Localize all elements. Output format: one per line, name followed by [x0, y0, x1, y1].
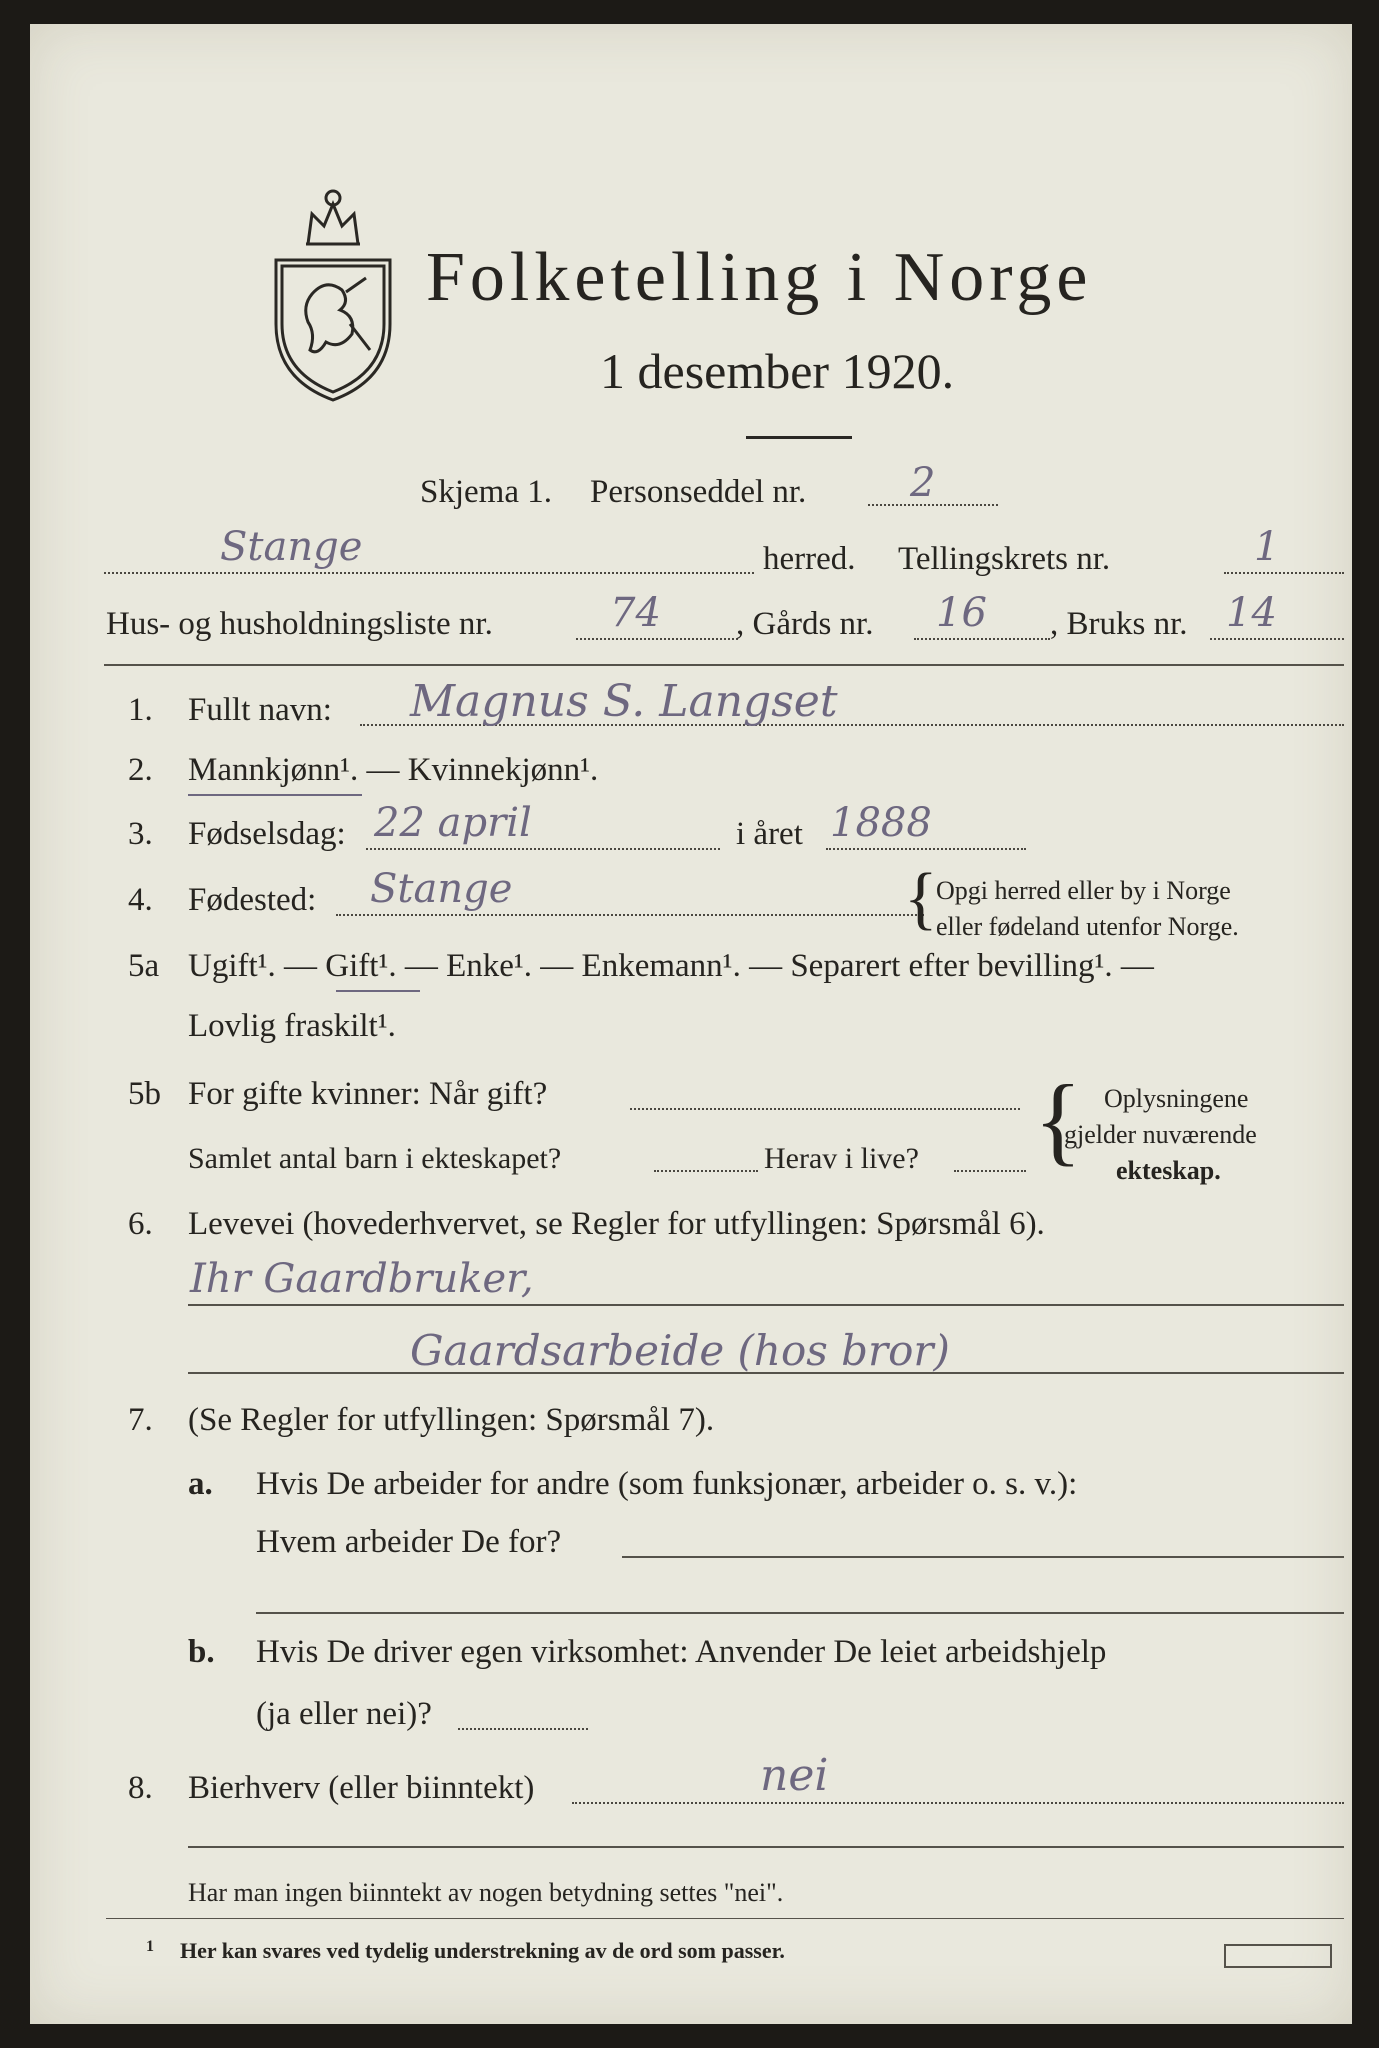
q4-brace: {	[904, 860, 938, 937]
q2-label: Mannkjønn¹. — Kvinnekjønn¹.	[188, 752, 599, 788]
q5b-note-line1: Oplysningene	[1104, 1084, 1249, 1113]
q4-label: Fødested:	[188, 882, 317, 918]
bruks-line	[1210, 638, 1344, 640]
q7b-label2: (ja eller nei)?	[256, 1696, 432, 1732]
q3-year-label: i året	[736, 816, 803, 852]
q3-year-value: 1888	[830, 800, 932, 846]
herred-line	[104, 572, 754, 574]
q8-number: 8.	[128, 1770, 153, 1806]
q5a-line2: Lovlig fraskilt¹.	[188, 1008, 396, 1044]
census-date: 1 desember 1920.	[600, 343, 955, 399]
coat-of-arms-icon	[266, 174, 400, 404]
q3-number: 3.	[128, 816, 153, 852]
q4-note-line1: Opgi herred eller by i Norge	[936, 876, 1231, 905]
q7a-label: Hvis De arbeider for andre (som funksjonær, arbeider o. s. v.):	[256, 1466, 1078, 1502]
q8-line	[572, 1802, 1344, 1804]
q1-label: Fullt navn:	[188, 692, 332, 728]
footer-note: Har man ingen biinntekt av nogen betydning settes "nei".	[188, 1878, 784, 1907]
bruks-value: 14	[1226, 590, 1277, 636]
q7a-line1	[622, 1556, 1344, 1558]
q6-line2	[188, 1372, 1344, 1374]
q4-note-line2: eller fødeland utenfor Norge.	[936, 912, 1239, 941]
bruks-label: , Bruks nr.	[1050, 606, 1188, 642]
page-title: Folketelling i Norge	[426, 239, 1093, 316]
personseddel-label: Personseddel nr.	[590, 474, 807, 510]
herred-label: herred.	[763, 541, 856, 577]
q7b-number: b.	[188, 1634, 215, 1670]
q5b-married-line	[630, 1108, 1020, 1110]
q8-value: nei	[760, 1750, 829, 1801]
gards-line	[914, 638, 1050, 640]
q3-value: 22 april	[374, 800, 532, 846]
gards-label: , Gårds nr.	[736, 606, 874, 642]
q8-label: Bierhverv (eller biinntekt)	[188, 1770, 535, 1806]
q5b-note-line2: gjelder nuværende	[1064, 1120, 1257, 1149]
q3-label: Fødselsdag:	[188, 816, 346, 852]
q7a-line2	[256, 1612, 1344, 1614]
q1-value: Magnus S. Langset	[410, 676, 838, 727]
q5b-label1: For gifte kvinner: Når gift?	[188, 1076, 548, 1112]
q5a-line1: Ugift¹. — Gift¹. — Enke¹. — Enkemann¹. — Separert efter bevilling¹. —	[188, 948, 1154, 984]
q7a-label2: Hvem arbeider De for?	[256, 1524, 562, 1560]
q5b-alive-line	[954, 1170, 1026, 1172]
q1-number: 1.	[128, 692, 153, 728]
q4-value: Stange	[370, 866, 513, 912]
q5a-number: 5a	[128, 948, 160, 984]
footnote: Her kan svares ved tydelig understrekning av de ord som passer.	[180, 1938, 785, 1963]
q8-line2	[188, 1846, 1344, 1848]
q4-line	[336, 914, 924, 916]
herred-value: Stange	[220, 524, 363, 570]
footer-divider	[106, 1918, 1344, 1919]
q7b-label: Hvis De driver egen virksomhet: Anvender De leiet arbeidshjelp	[256, 1634, 1107, 1670]
footnote-mark: 1	[146, 1938, 154, 1955]
q6-value-line2: Gaardsarbeide (hos bror)	[410, 1326, 950, 1375]
divider	[746, 436, 852, 439]
hus-line	[576, 638, 738, 640]
census-form-page	[30, 24, 1352, 2024]
q7b-line	[458, 1728, 588, 1730]
q5b-children-line	[654, 1170, 758, 1172]
q7-number: 7.	[128, 1402, 153, 1438]
tellingskrets-line	[1224, 572, 1344, 574]
q5b-brace: {	[1034, 1064, 1082, 1175]
q5b-label2: Samlet antal barn i ekteskapet?	[188, 1142, 562, 1175]
personseddel-value: 2	[910, 460, 936, 506]
tellingskrets-value: 1	[1254, 524, 1280, 570]
q5b-number: 5b	[128, 1076, 161, 1112]
header-divider	[104, 664, 1344, 666]
q6-value-line1: Ihr Gaardbruker,	[190, 1256, 534, 1302]
q2-number: 2.	[128, 752, 153, 788]
q6-line1	[188, 1304, 1344, 1306]
hus-label: Hus- og husholdningsliste nr.	[106, 606, 493, 642]
q3-year-line	[826, 848, 1026, 850]
printer-stamp	[1224, 1944, 1332, 1968]
tellingskrets-label: Tellingskrets nr.	[898, 541, 1111, 577]
gards-value: 16	[936, 590, 987, 636]
skjema-label: Skjema 1.	[420, 474, 552, 510]
q7-label: (Se Regler for utfyllingen: Spørsmål 7).	[188, 1402, 715, 1438]
q5a-underline	[336, 990, 420, 992]
q5b-label3: Herav i live?	[764, 1142, 919, 1175]
hus-value: 74	[610, 590, 661, 636]
q5b-note-line3: ekteskap.	[1116, 1156, 1221, 1185]
q4-number: 4.	[128, 882, 153, 918]
q2-underline	[188, 794, 362, 796]
q3-line	[366, 848, 720, 850]
q7a-number: a.	[188, 1466, 213, 1502]
q6-number: 6.	[128, 1206, 153, 1242]
q6-label: Levevei (hovederhvervet, se Regler for utfyllingen: Spørsmål 6).	[188, 1206, 1045, 1242]
